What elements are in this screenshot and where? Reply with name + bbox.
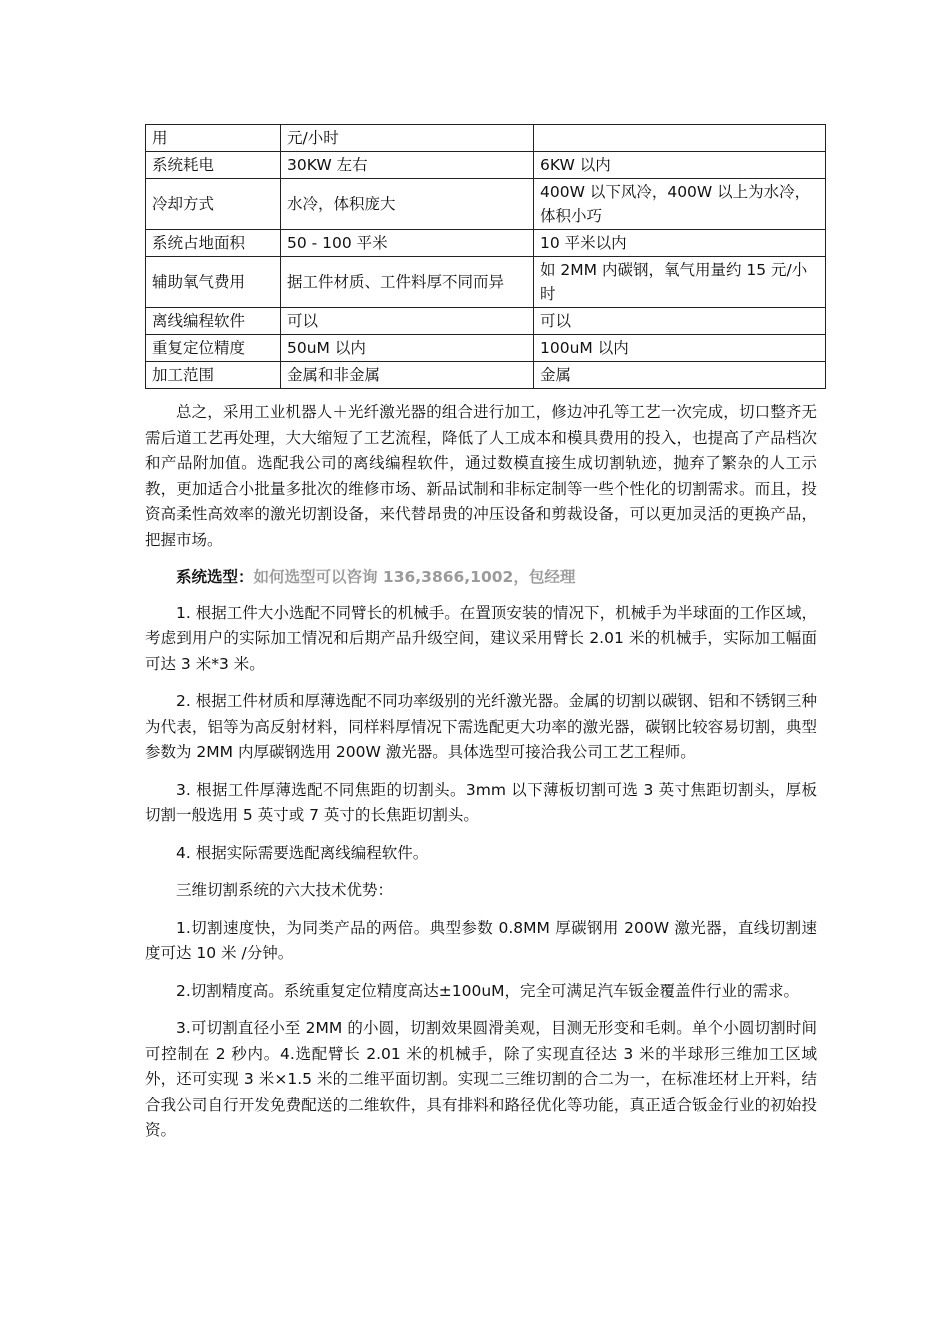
- selection-contact: 如何选型可以咨询 136,3866,1002，包经理: [253, 568, 576, 586]
- advantages-heading: 三维切割系统的六大技术优势：: [176, 881, 394, 899]
- table-cell: 系统占地面积: [146, 230, 281, 257]
- table-cell: 离线编程软件: [146, 308, 281, 335]
- table-cell: 重复定位精度: [146, 335, 281, 362]
- table-cell: 金属和非金属: [281, 362, 534, 389]
- table-cell: 50 - 100 平米: [281, 230, 534, 257]
- table-cell: [534, 125, 826, 152]
- table-cell: 用: [146, 125, 281, 152]
- table-row: [146, 179, 826, 230]
- table-row: [146, 308, 826, 335]
- table-row: [146, 152, 826, 179]
- body-text: [145, 400, 817, 1156]
- selection-item: 3. 根据工件厚薄选配不同焦距的切割头。3mm 以下薄板切割可选 3 英寸焦距切割头，厚板切割一般选用 5 英寸或 7 英寸的长焦距切割头。: [145, 780, 817, 824]
- table-row: [146, 230, 826, 257]
- table-cell: 金属: [534, 362, 826, 389]
- table-cell: 50uM 以内: [281, 335, 534, 362]
- table-row: [146, 125, 826, 152]
- table-cell: 冷却方式: [146, 179, 281, 230]
- table-cell: 据工件材质、工件料厚不同而异: [281, 257, 534, 308]
- table-cell: 辅助氧气费用: [146, 257, 281, 308]
- table-cell: 水冷，体积庞大: [281, 179, 534, 230]
- table-cell: 如 2MM 内碳钢，氧气用量约 15 元/小时: [534, 257, 826, 308]
- table-cell: 6KW 以内: [534, 152, 826, 179]
- table-cell: 400W 以下风冷，400W 以上为水冷，体积小巧: [534, 179, 826, 230]
- table-cell: 系统耗电: [146, 152, 281, 179]
- summary-paragraph: 总之，采用工业机器人＋光纤激光器的组合进行加工，修边冲孔等工艺一次完成，切口整齐无需后道工艺再处理，大大缩短了工艺流程，降低了人工成本和模具费用的投入，也提高了产品档次和产品附加值。选配我公司的离线编程软件，通过数模直接生成切割轨迹，抛弃了繁杂的人工示教，更加适合小批量多批次的维修市场、新品试制和非标定制等一些个性化的切割需求。而且，投资高柔性高效率的激光切割设备，来代替昂贵的冲压设备和剪裁设备，可以更加灵活的更换产品，把握市场。: [145, 403, 817, 549]
- table-cell: 可以: [534, 308, 826, 335]
- advantage-item: 3.可切割直径小至 2MM 的小圆，切割效果圆滑美观，目测无形变和毛刺。单个小圆切割时间可控制在 2 秒内。4.选配臂长 2.01 米的机械手，除了实现直径达 3 米的半球形三维加工区域外，还可实现 3 米×1.5 米的二维平面切割。实现二三维切割的合二为一，在标准坯材上开料，结合我公司自行开发免费配送的二维软件，具有排料和路径优化等功能，真正适合钣金行业的初始投资。: [145, 1019, 817, 1139]
- selection-item: 1. 根据工件大小选配不同臂长的机械手。在置顶安装的情况下，机械手为半球面的工作区域，考虑到用户的实际加工情况和后期产品升级空间，建议采用臂长 2.01 米的机械手，实际加工幅面可达 3 米*3 米。: [145, 603, 817, 673]
- table-row: [146, 257, 826, 308]
- selection-item: 4. 根据实际需要选配离线编程软件。: [176, 843, 429, 862]
- table-cell: 30KW 左右: [281, 152, 534, 179]
- table-cell: 加工范围: [146, 362, 281, 389]
- table-row: [146, 362, 826, 389]
- table-cell: 100uM 以内: [534, 335, 826, 362]
- table-cell: 元/小时: [281, 125, 534, 152]
- selection-label: 系统选型：: [176, 568, 254, 586]
- table-cell: 可以: [281, 308, 534, 335]
- spec-comparison-table: [145, 124, 826, 389]
- table-row: [146, 335, 826, 362]
- selection-heading: [145, 565, 817, 591]
- selection-item: 2. 根据工件材质和厚薄选配不同功率级别的光纤激光器。金属的切割以碳钢、铝和不锈钢三种为代表，铝等为高反射材料，同样料厚情况下需选配更大功率的激光器，碳钢比较容易切割，典型参数为 2MM 内厚碳钢选用 200W 激光器。具体选型可接洽我公司工艺工程师。: [145, 692, 817, 761]
- table-cell: 10 平米以内: [534, 230, 826, 257]
- advantage-item: 2.切割精度高。系统重复定位精度高达±100uM，完全可满足汽车钣金覆盖件行业的需求。: [176, 981, 800, 1000]
- advantage-item: 1.切割速度快，为同类产品的两倍。典型参数 0.8MM 厚碳钢用 200W 激光器，直线切割速度可达 10 米 /分钟。: [145, 918, 817, 962]
